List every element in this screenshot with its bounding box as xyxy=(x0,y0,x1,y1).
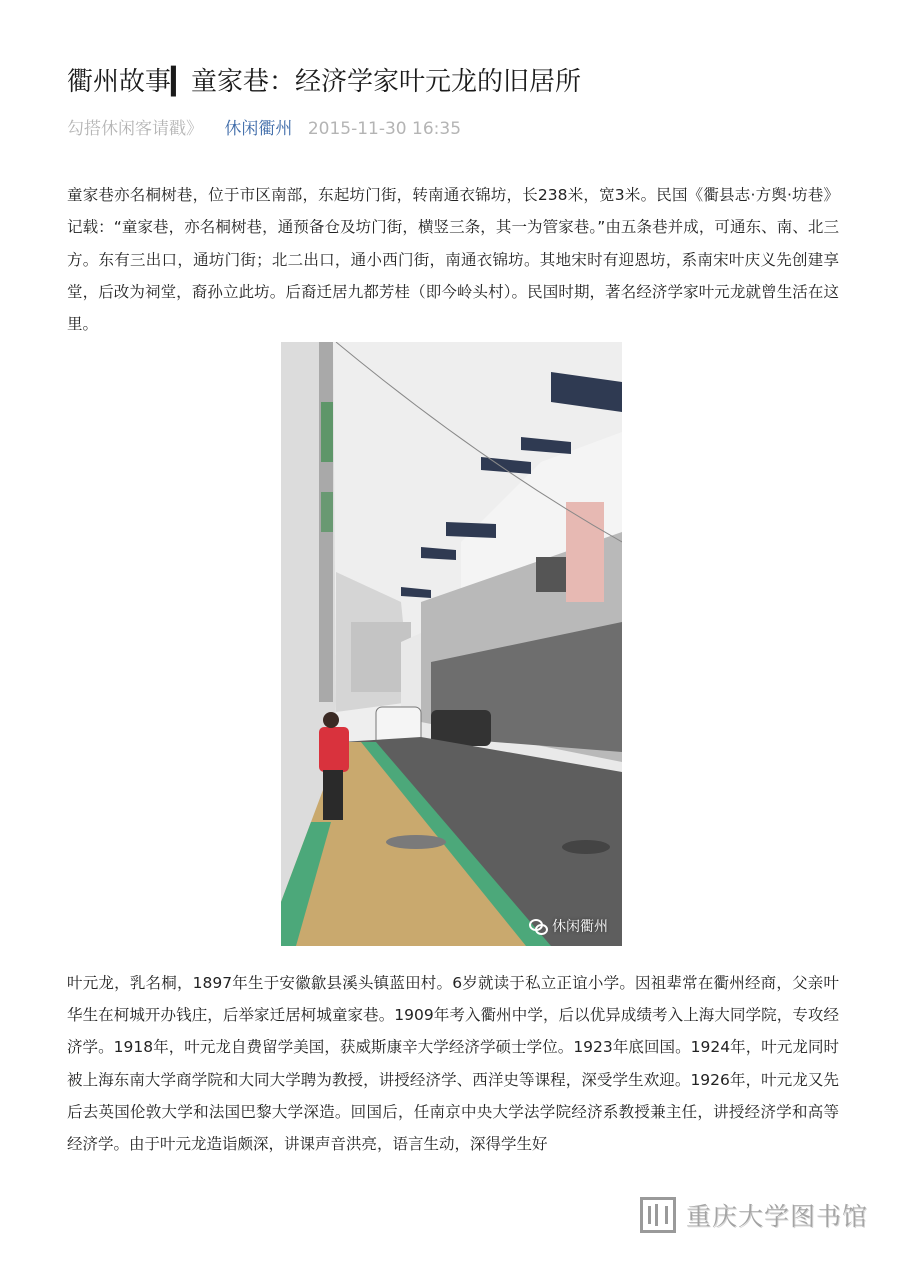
publish-time: 2015-11-30 16:35 xyxy=(307,119,462,139)
author-link[interactable]: 勾搭休闲客请戳》 xyxy=(67,119,203,139)
article-title: 衢州故事▎童家巷：经济学家叶元龙的旧居所 xyxy=(67,67,581,97)
photo-watermark xyxy=(529,916,608,936)
library-logo-icon xyxy=(640,1197,676,1233)
street-photo xyxy=(281,342,622,946)
photo-watermark-text: 休闲衢州 xyxy=(552,919,608,935)
account-link[interactable]: 休闲衢州 xyxy=(224,119,293,139)
wechat-icon xyxy=(529,919,547,933)
paragraph-intro: 童家巷亦名桐树巷，位于市区南部，东起坊门街，转南通衣锦坊，长238米，宽3米。民国《衢县志·方舆·坊巷》记载：“童家巷，亦名桐树巷，通预备仓及坊门街，横竖三条，其一为管家巷。”由五条巷并成，可通东、南、北三方。东有三出口，通坊门街；北二出口，通小西门街，南通衣锦坊。其地宋时有迎恩坊，系南宋叶庆义先创建享堂，后改为祠堂，裔孙立此坊。后裔迁居九都芳桂（即今岭头村）。民国时期，著名经济学家叶元龙就曾生活在这里。 xyxy=(67,186,839,334)
library-name: 重庆大学图书馆 xyxy=(686,1202,869,1231)
street-photo-illustration xyxy=(281,342,622,946)
library-watermark xyxy=(640,1193,868,1237)
article-meta xyxy=(67,116,461,142)
paragraph-biography: 叶元龙，乳名桐，1897年生于安徽歙县溪头镇蓝田村。6岁就读于私立正谊小学。因祖辈常在衢州经商，父亲叶华生在柯城开办钱庄，后举家迁居柯城童家巷。1909年考入衢州中学，后以优异成绩考入上海大同学院，专攻经济学。1918年，叶元龙自费留学美国，获威斯康辛大学经济学硕士学位。1923年底回国。1924年，叶元龙同时被上海东南大学商学院和大同大学聘为教授，讲授经济学、西洋史等课程，深受学生欢迎。1926年，叶元龙又先后去英国伦敦大学和法国巴黎大学深造。回国后，任南京中央大学法学院经济系教授兼主任，讲授经济学和高等经济学。由于叶元龙造诣颇深，讲课声音洪亮，语言生动，深得学生好 xyxy=(67,974,839,1154)
